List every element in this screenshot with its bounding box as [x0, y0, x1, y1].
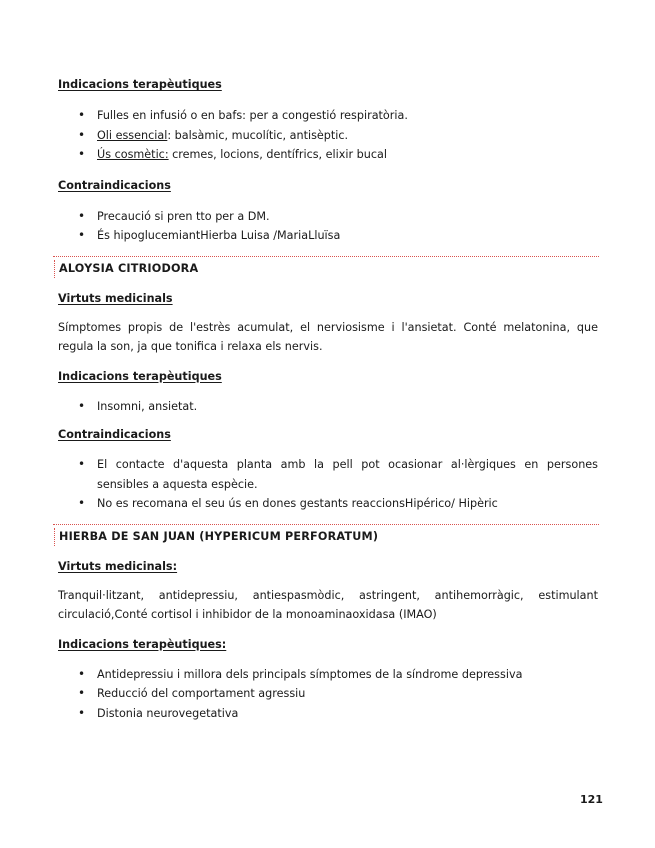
- section-title-aloysia: ALOYSIA CITRIODORA: [54, 260, 598, 278]
- indications-heading: Indicacions terapèutiques: [58, 369, 222, 383]
- section-divider: [53, 524, 599, 525]
- virtues-text: Símptomes propis de l'estrès acumulat, el nerviosisme i l'ansietat. Conté melatonina, que regula la son, ja que tonifica i relaxa els nervis.: [58, 320, 598, 353]
- list-item: [97, 126, 598, 146]
- section-divider: [53, 256, 599, 257]
- virtues-heading: Virtuts medicinals: [58, 291, 173, 305]
- cosmetic-label: Ús cosmètic:: [97, 148, 169, 161]
- list-item: [97, 106, 598, 126]
- list-item: • Antidepressiu i millora dels principals símptomes de la síndrome depressiva: [97, 665, 598, 685]
- contraindications-list: [58, 455, 598, 514]
- list-item-text: Fulles en infusió o en bafs: per a congestió respiratòria.: [97, 109, 408, 122]
- contraindications-list: [58, 207, 598, 246]
- page-number: 121: [580, 793, 603, 806]
- indications-list: [58, 665, 598, 724]
- virtues-heading: Virtuts medicinals:: [58, 559, 178, 573]
- list-item: • Distonia neurovegetativa: [97, 704, 598, 724]
- indications-heading: Indicacions terapèutiques:: [58, 637, 227, 651]
- list-item-text: cremes, locions, dentífrics, elixir bucal: [168, 148, 387, 161]
- list-item: • És hipoglucemiantHierba Luisa /MariaLluïsa: [97, 226, 598, 246]
- page-content: [58, 76, 598, 723]
- oil-label: Oli essencial: [97, 128, 168, 142]
- virtues-text: Tranquil·litzant, antidepressiu, antiespasmòdic, astringent, antihemorràgic, estimulant circulació,Conté cortisol i inhibidor de la monoaminaoxidasa (IMAO): [58, 588, 598, 621]
- list-item-text: : balsàmic, mucolític, antisèptic.: [167, 128, 349, 142]
- list-item: • Insomni, ansietat.: [97, 397, 598, 417]
- list-item: • El contacte d'aquesta planta amb la pell pot ocasionar al·lèrgiques en persones sensibles a aquesta espècie.: [97, 455, 598, 494]
- contraindications-heading: Contraindicacions: [58, 428, 171, 441]
- indications-list: [58, 106, 598, 165]
- indications-list: [58, 397, 598, 417]
- indications-heading: Indicacions terapèutiques: [58, 78, 222, 91]
- list-item: • No es recomana el seu ús en dones gestants reaccionsHipérico/ Hipèric: [97, 494, 598, 514]
- list-item: • Reducció del comportament agressiu: [97, 684, 598, 704]
- section-title-hypericum: HIERBA DE SAN JUAN (HYPERICUM PERFORATUM): [54, 528, 598, 546]
- contraindications-heading: Contraindicacions: [58, 178, 171, 192]
- list-item: • Precaució si pren tto per a DM.: [97, 207, 598, 227]
- list-item: [97, 145, 598, 165]
